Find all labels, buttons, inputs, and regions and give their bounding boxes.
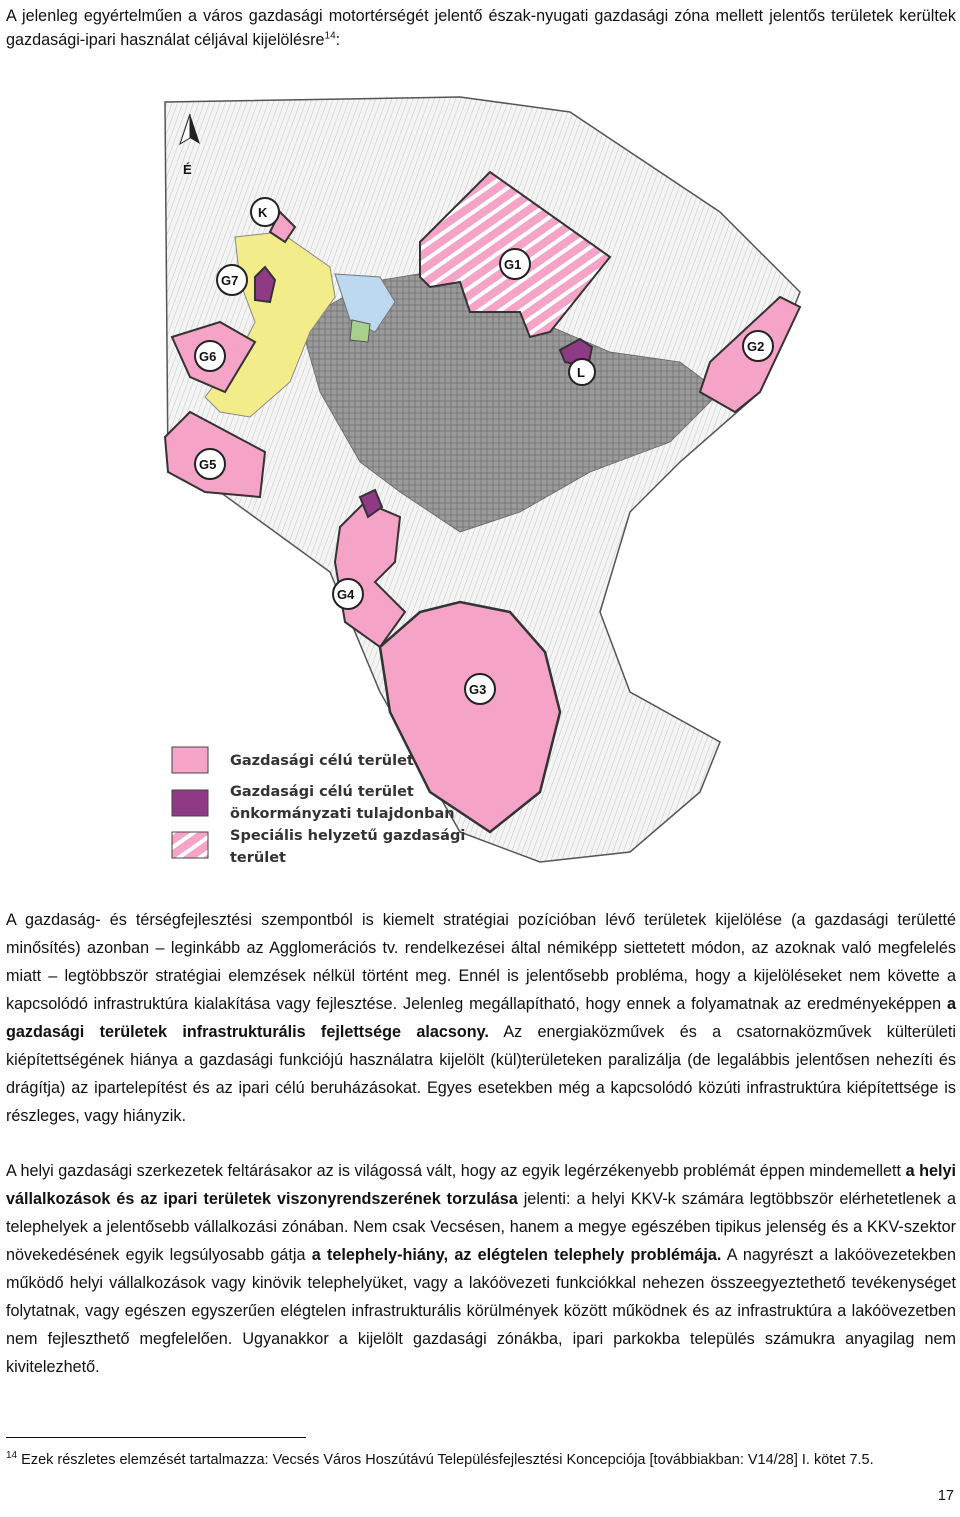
label-g1	[500, 249, 530, 279]
intro-text-end: :	[335, 31, 341, 49]
svg-text:G5: G5	[199, 457, 217, 472]
footnote-separator	[6, 1437, 306, 1438]
svg-text:G7: G7	[221, 273, 239, 288]
north-label: É	[183, 162, 192, 177]
legend-label-3a: Speciális helyzetű gazdasági	[230, 828, 466, 844]
legend-label-2a: Gazdasági célú terület	[230, 784, 414, 800]
green-zone	[350, 320, 370, 342]
label-g7	[217, 265, 247, 295]
paragraph-infrastructure	[6, 906, 956, 1130]
footnote-reference[interactable]: 14	[324, 30, 336, 42]
svg-text:G1: G1	[504, 257, 522, 272]
intro-paragraph	[6, 4, 956, 52]
footnote	[6, 1450, 956, 1470]
p2-bold-1: a helyi vállalkozások és az ipari területek viszonyrendszerének torzulása	[6, 1162, 956, 1208]
p1-bold-1: a gazdasági területek infrastrukturális fejlettsége alacsony.	[6, 995, 956, 1041]
footnote-number: 14	[6, 1450, 18, 1462]
p1-text-2: Az energiaközművek és a csatornaközművek külterületi kiépítettségének hiánya a gazdasági funkciójú használatra kijelölt (kül)területeken paralizálja (de legalábbis jelentősen nehezíti és drágítja) az ipartelepítést és az ipari célú beruházásokat. Egyes esetekben még a kapcsolódó közúti infrastruktúra kiépítettsége is részleges, vagy hiányzik.	[6, 1023, 956, 1125]
label-g2	[743, 331, 773, 361]
legend-label-3b: terület	[230, 850, 286, 866]
p2-text-3: A nagyrészt a lakóövezetekben működő helyi vállalkozások vagy kinövik telephelyüket, vagy a lakóövezeti funkciókkal nehezen összeegyeztethető tevékenységet folytatnak, vagy egészen egyszerűen elégtelen infrastrukturális körülmények között működnek és az infrastruktúra a lakóövezetben nem fejleszthető megfelelően. Ugyanakkor a kijelölt gazdasági zónákba, ipari parkokba település számukra anyagilag nem kivitelezhető.	[6, 1246, 956, 1376]
label-g5	[195, 449, 225, 479]
intro-text: A jelenleg egyértelműen a város gazdasági motortérségét jelentő észak-nyugati gazdasági zóna mellett jelentős területek kerültek gazdasági-ipari használat céljával kijelölésre	[6, 7, 956, 49]
label-l	[569, 359, 595, 385]
svg-text:G4: G4	[337, 587, 355, 602]
svg-text:G3: G3	[469, 682, 487, 697]
footnote-text: Ezek részletes elemzését tartalmazza: Vecsés Város Hoszútávú Településfejlesztési Koncepciója [továbbiakban: V14/28] I. kötet 7.5.	[17, 1452, 874, 1468]
label-k	[251, 198, 279, 226]
legend-label-1: Gazdasági célú terület	[230, 753, 414, 769]
page-number: 17	[937, 1488, 954, 1504]
p2-text-1: A helyi gazdasági szerkezetek feltárásakor az is világossá vált, hogy az egyik legérzékenyebb problémát éppen mindemellett	[6, 1162, 906, 1180]
p2-text-2: jelenti: a helyi KKV-k számára legtöbbször elérhetetlenek a telephelyek a jelentősebb vállalkozási zónában. Nem csak Vecsésen, hanem a megye egészében tipikus jelenség és a KKV-szektor növekedésének egyik legsúlyosabb gátja	[6, 1190, 956, 1264]
svg-text:L: L	[577, 365, 585, 380]
paragraph-local-business	[6, 1157, 956, 1381]
zoning-map	[160, 92, 810, 872]
legend-label-2b: önkormányzati tulajdonban	[230, 806, 455, 822]
p1-text-1: A gazdaság- és térségfejlesztési szempontból is kiemelt stratégiai pozícióban lévő területek kijelölése (a gazdasági területté minősítés) azonban – leginkább az Agglomerációs tv. rendelkezései által némiképp siettetett módon, az azoknak való megfelelés miatt – legtöbbször stratégiai elemzések nélkül történt meg. Ennél is jelentősebb probléma, hogy a kijelöléseket nem követte a kapcsolódó infrastruktúra kialakítása vagy fejlesztése. Jelenleg megállapítható, hogy ennek a folyamatnak az eredményeképpen	[6, 911, 956, 1013]
svg-text:K: K	[258, 205, 268, 220]
label-g4	[333, 579, 363, 609]
svg-text:G2: G2	[747, 339, 765, 354]
p2-bold-2: a telephely-hiány, az elégtelen telephely problémája.	[311, 1246, 722, 1264]
svg-text:G6: G6	[199, 349, 217, 364]
label-g3	[465, 674, 495, 704]
label-g6	[195, 341, 225, 371]
